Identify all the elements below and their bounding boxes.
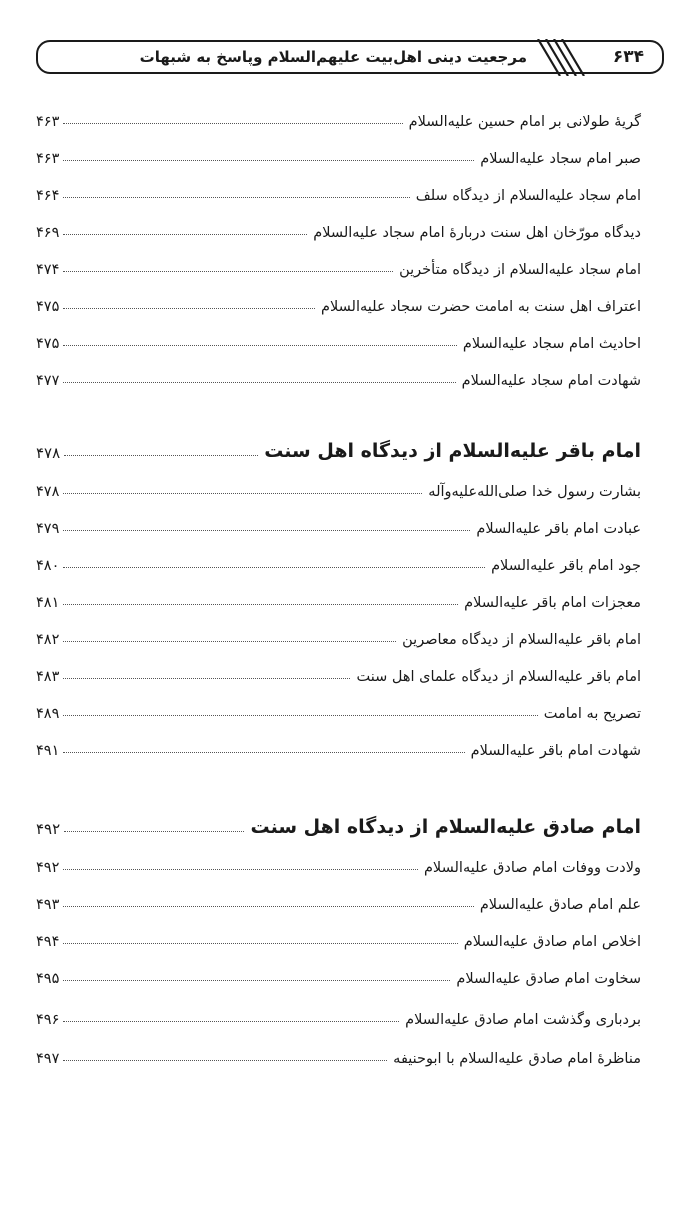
header-stripes-ornament [530, 39, 600, 76]
leader-dots [63, 942, 457, 944]
toc-entry-title: علم امام صادق علیه‌السلام [479, 897, 641, 913]
toc-entry[interactable] [36, 474, 641, 500]
toc-entry[interactable] [36, 659, 641, 685]
leader-dots [63, 751, 464, 753]
toc-section-page: ۴۷۸ [36, 444, 61, 462]
toc-entry-title: امام سجاد علیه‌السلام از دیدگاه متأخرین [399, 262, 641, 278]
toc-entry-title: جود امام باقر علیه‌السلام [491, 558, 641, 574]
leader-dots [63, 1059, 387, 1061]
toc-entry-page: ۴۹۷ [36, 1051, 60, 1067]
leader-dots [63, 714, 537, 716]
toc-entry-page: ۴۸۳ [36, 669, 60, 685]
toc-entry[interactable] [36, 733, 641, 759]
toc-entry-title: احادیث امام سجاد علیه‌السلام [462, 336, 641, 352]
toc-entry[interactable] [36, 363, 641, 389]
toc-entry[interactable] [36, 289, 641, 315]
toc-section-heading[interactable] [36, 812, 641, 838]
leader-dots [63, 159, 474, 161]
toc-entry-title: اخلاص امام صادق علیه‌السلام [463, 934, 641, 950]
toc-entry-page: ۴۸۲ [36, 632, 60, 648]
toc-entry-title: اعتراف اهل سنت به امامت حضرت سجاد علیه‌السلام [320, 299, 641, 315]
toc-entry[interactable] [36, 1041, 641, 1067]
leader-dots [63, 677, 350, 679]
toc-entry[interactable] [36, 326, 641, 352]
toc-entry-page: ۴۶۳ [36, 114, 60, 130]
running-header [36, 40, 664, 74]
toc-entry[interactable] [36, 887, 641, 913]
toc-entry-title: امام سجاد علیه‌السلام از دیدگاه سلف [415, 188, 641, 204]
toc-entry-page: ۴۶۳ [36, 151, 60, 167]
leader-dots [63, 905, 473, 907]
leader-dots [63, 233, 307, 235]
leader-dots [63, 307, 315, 309]
toc-entry[interactable] [36, 961, 641, 987]
toc-entry-page: ۴۸۹ [36, 706, 60, 722]
toc-entry[interactable] [36, 622, 641, 648]
leader-dots [63, 122, 402, 124]
leader-dots [63, 492, 422, 494]
toc-entry[interactable] [36, 585, 641, 611]
toc-entry[interactable] [36, 511, 641, 537]
leader-dots [63, 344, 456, 346]
leader-dots [63, 270, 393, 272]
toc-entry[interactable] [36, 178, 641, 204]
toc-entry-page: ۴۹۵ [36, 971, 60, 987]
toc-entry-title: شهادت امام باقر علیه‌السلام [470, 743, 641, 759]
toc-entry-page: ۴۷۴ [36, 262, 60, 278]
leader-dots [63, 381, 455, 383]
page-number: ۶۳۴ [612, 47, 644, 67]
toc-entry-title: گریهٔ طولانی بر امام حسین علیه‌السلام [408, 114, 641, 130]
toc-entry-title: عبادت امام باقر علیه‌السلام [476, 521, 641, 537]
toc-entry-page: ۴۹۴ [36, 934, 60, 950]
toc-entry[interactable] [36, 252, 641, 278]
toc-entry-page: ۴۷۵ [36, 299, 60, 315]
leader-dots [63, 529, 470, 531]
toc-entry[interactable] [36, 696, 641, 722]
toc-entry[interactable] [36, 850, 641, 876]
toc-entry[interactable] [36, 1002, 641, 1028]
toc-entry[interactable] [36, 104, 641, 130]
toc-entry-page: ۴۹۶ [36, 1012, 60, 1028]
leader-dots [64, 830, 244, 832]
toc-entry-title: معجزات امام باقر علیه‌السلام [464, 595, 641, 611]
toc-entry-title: امام باقر علیه‌السلام از دیدگاه علمای اهل سنت [356, 669, 641, 685]
leader-dots [63, 640, 396, 642]
toc-entry-page: ۴۷۸ [36, 484, 60, 500]
toc-entry-page: ۴۷۵ [36, 336, 60, 352]
toc-entry-title: بردباری وگذشت امام صادق علیه‌السلام [405, 1012, 641, 1028]
leader-dots [63, 196, 409, 198]
toc-entry-page: ۴۸۱ [36, 595, 60, 611]
toc-entry-page: ۴۹۲ [36, 860, 60, 876]
toc-section-title: امام صادق علیه‌السلام از دیدگاه اهل سنت [250, 816, 641, 838]
leader-dots [63, 868, 418, 870]
toc-entry[interactable] [36, 215, 641, 241]
toc-entry-page: ۴۶۴ [36, 188, 60, 204]
toc-entry-page: ۴۶۹ [36, 225, 60, 241]
toc-entry-page: ۴۷۹ [36, 521, 60, 537]
toc-entry-title: بشارت رسول خدا صلی‌الله‌علیه‌وآله [428, 484, 641, 500]
toc-entry-title: دیدگاه مورّخان اهل سنت دربارهٔ امام سجاد علیه‌السلام [313, 225, 641, 241]
toc-entry-title: ولادت ووفات امام صادق علیه‌السلام [423, 860, 641, 876]
toc-entry-page: ۴۹۱ [36, 743, 60, 759]
toc-entry[interactable] [36, 924, 641, 950]
leader-dots [63, 979, 450, 981]
toc-entry[interactable] [36, 548, 641, 574]
book-title: مرجعیت دینی اهل‌بیت علیهم‌السلام وپاسخ به شبهات [139, 48, 527, 66]
leader-dots [63, 1020, 399, 1022]
toc-section-page: ۴۹۲ [36, 820, 61, 838]
toc-entry-title: سخاوت امام صادق علیه‌السلام [456, 971, 641, 987]
toc-section-title: امام باقر علیه‌السلام از دیدگاه اهل سنت [264, 440, 641, 462]
toc-entry-title: تصریح به امامت [543, 706, 641, 722]
toc-entry-page: ۴۹۳ [36, 897, 60, 913]
leader-dots [64, 454, 258, 456]
toc-entry-title: مناظرهٔ امام صادق علیه‌السلام با ابوحنیفه [393, 1051, 641, 1067]
leader-dots [63, 603, 458, 605]
toc-entry-page: ۴۷۷ [36, 373, 60, 389]
toc-entry-page: ۴۸۰ [36, 558, 60, 574]
leader-dots [63, 566, 485, 568]
toc-entry[interactable] [36, 141, 641, 167]
toc-entry-title: امام باقر علیه‌السلام از دیدگاه معاصرین [402, 632, 641, 648]
toc-entry-title: صبر امام سجاد علیه‌السلام [480, 151, 641, 167]
toc-entry-title: شهادت امام سجاد علیه‌السلام [461, 373, 641, 389]
toc-section-heading[interactable] [36, 436, 641, 462]
